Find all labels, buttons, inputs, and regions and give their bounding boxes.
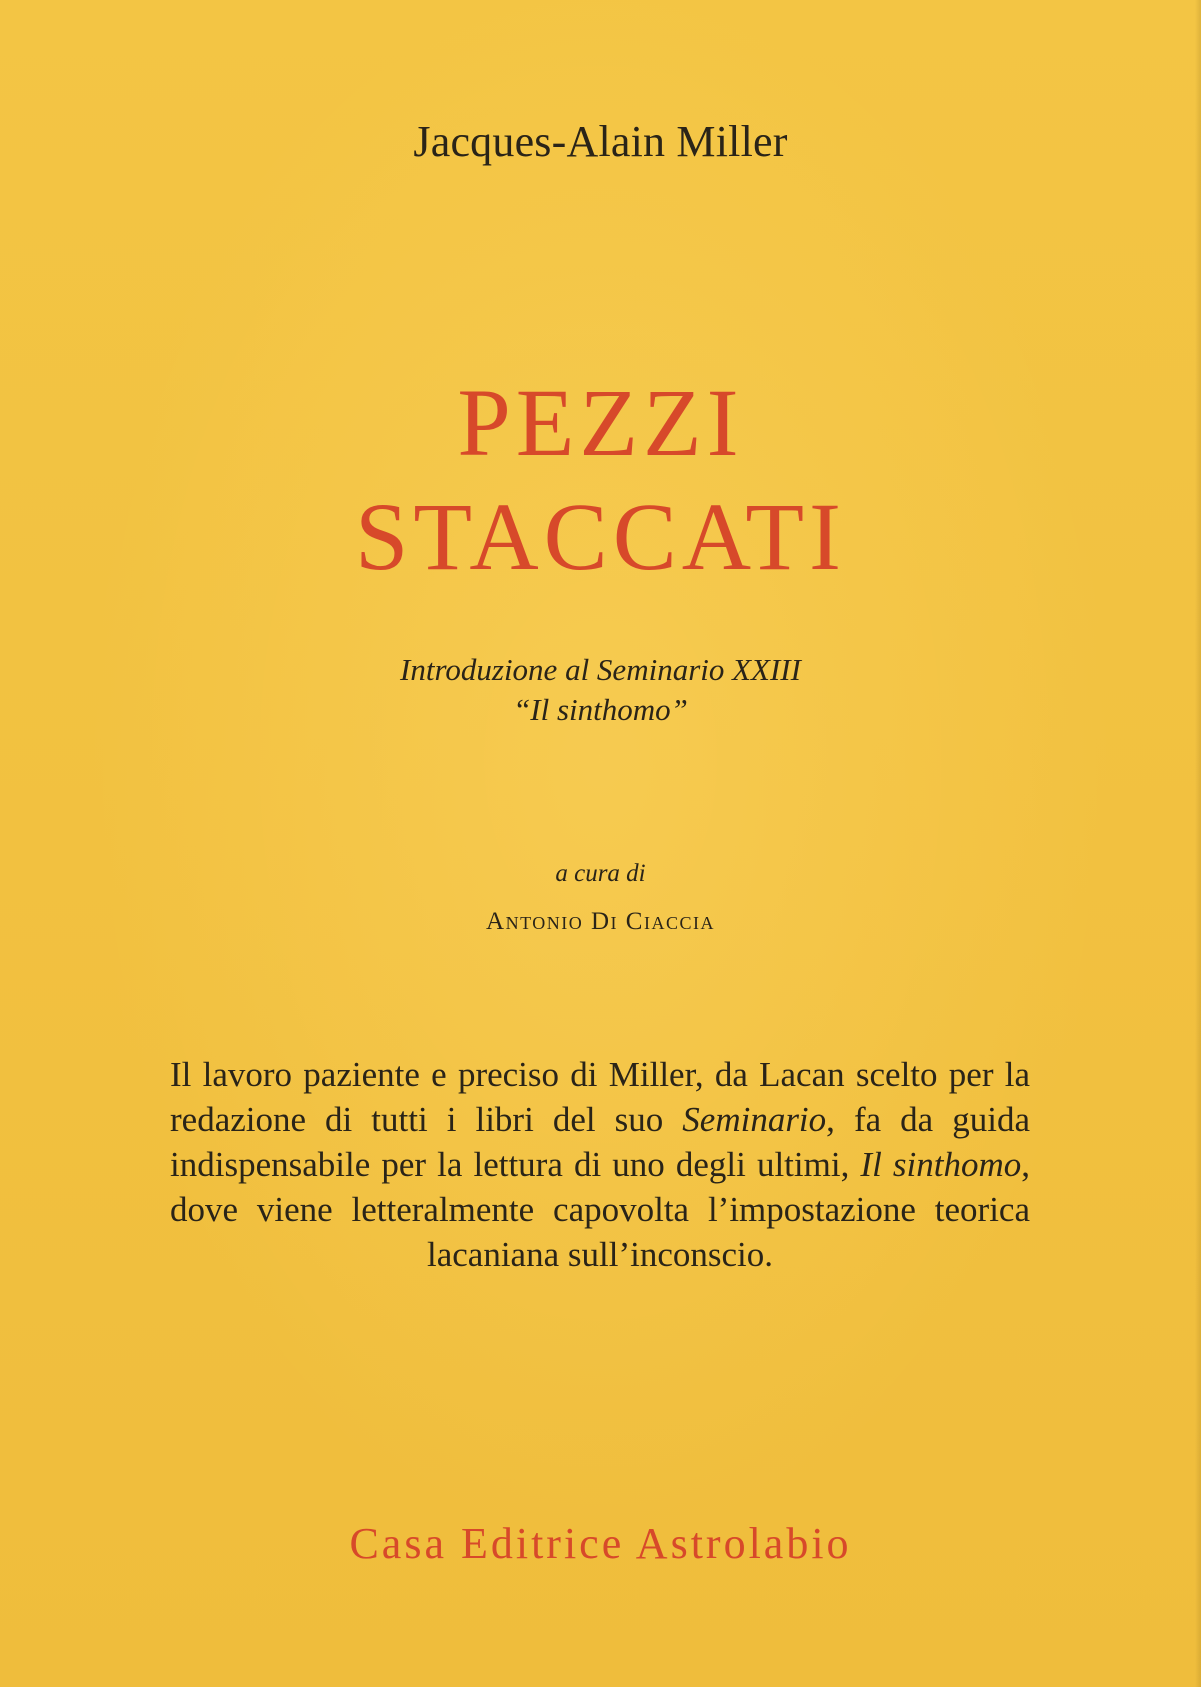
book-subtitle (0, 650, 1201, 730)
blurb-italic-seminario: Seminario (682, 1100, 827, 1139)
title-line-2: STACCATI (354, 483, 847, 590)
blurb-text-2: , fa da guida indispensabile per la lettura di uno degli ultimi, (170, 1100, 1030, 1184)
cover-blurb (170, 1052, 1030, 1277)
blurb-text-1: Il lavoro paziente e preciso di Miller, da Lacan scelto per la redazione di tutti i libri del suo (170, 1055, 1030, 1139)
subtitle-line-2: “Il sinthomo” (513, 692, 688, 727)
curated-by-label: a cura di (555, 860, 646, 887)
blurb-italic-sinthomo: Il sinthomo (860, 1145, 1022, 1184)
publisher-name: Casa Editrice Astrolabio (349, 1519, 852, 1568)
blurb-text-3: , dove viene letteralmente capovolta l’impostazione teorica lacaniana sull’inconscio. (170, 1145, 1030, 1274)
subtitle-line-1: Introduzione al Seminario XXIII (400, 652, 801, 687)
book-title (0, 366, 1201, 594)
author-name: Jacques-Alain Miller (413, 117, 788, 166)
editor-name: Antonio Di Ciaccia (486, 908, 715, 935)
title-line-1: PEZZI (457, 369, 744, 476)
